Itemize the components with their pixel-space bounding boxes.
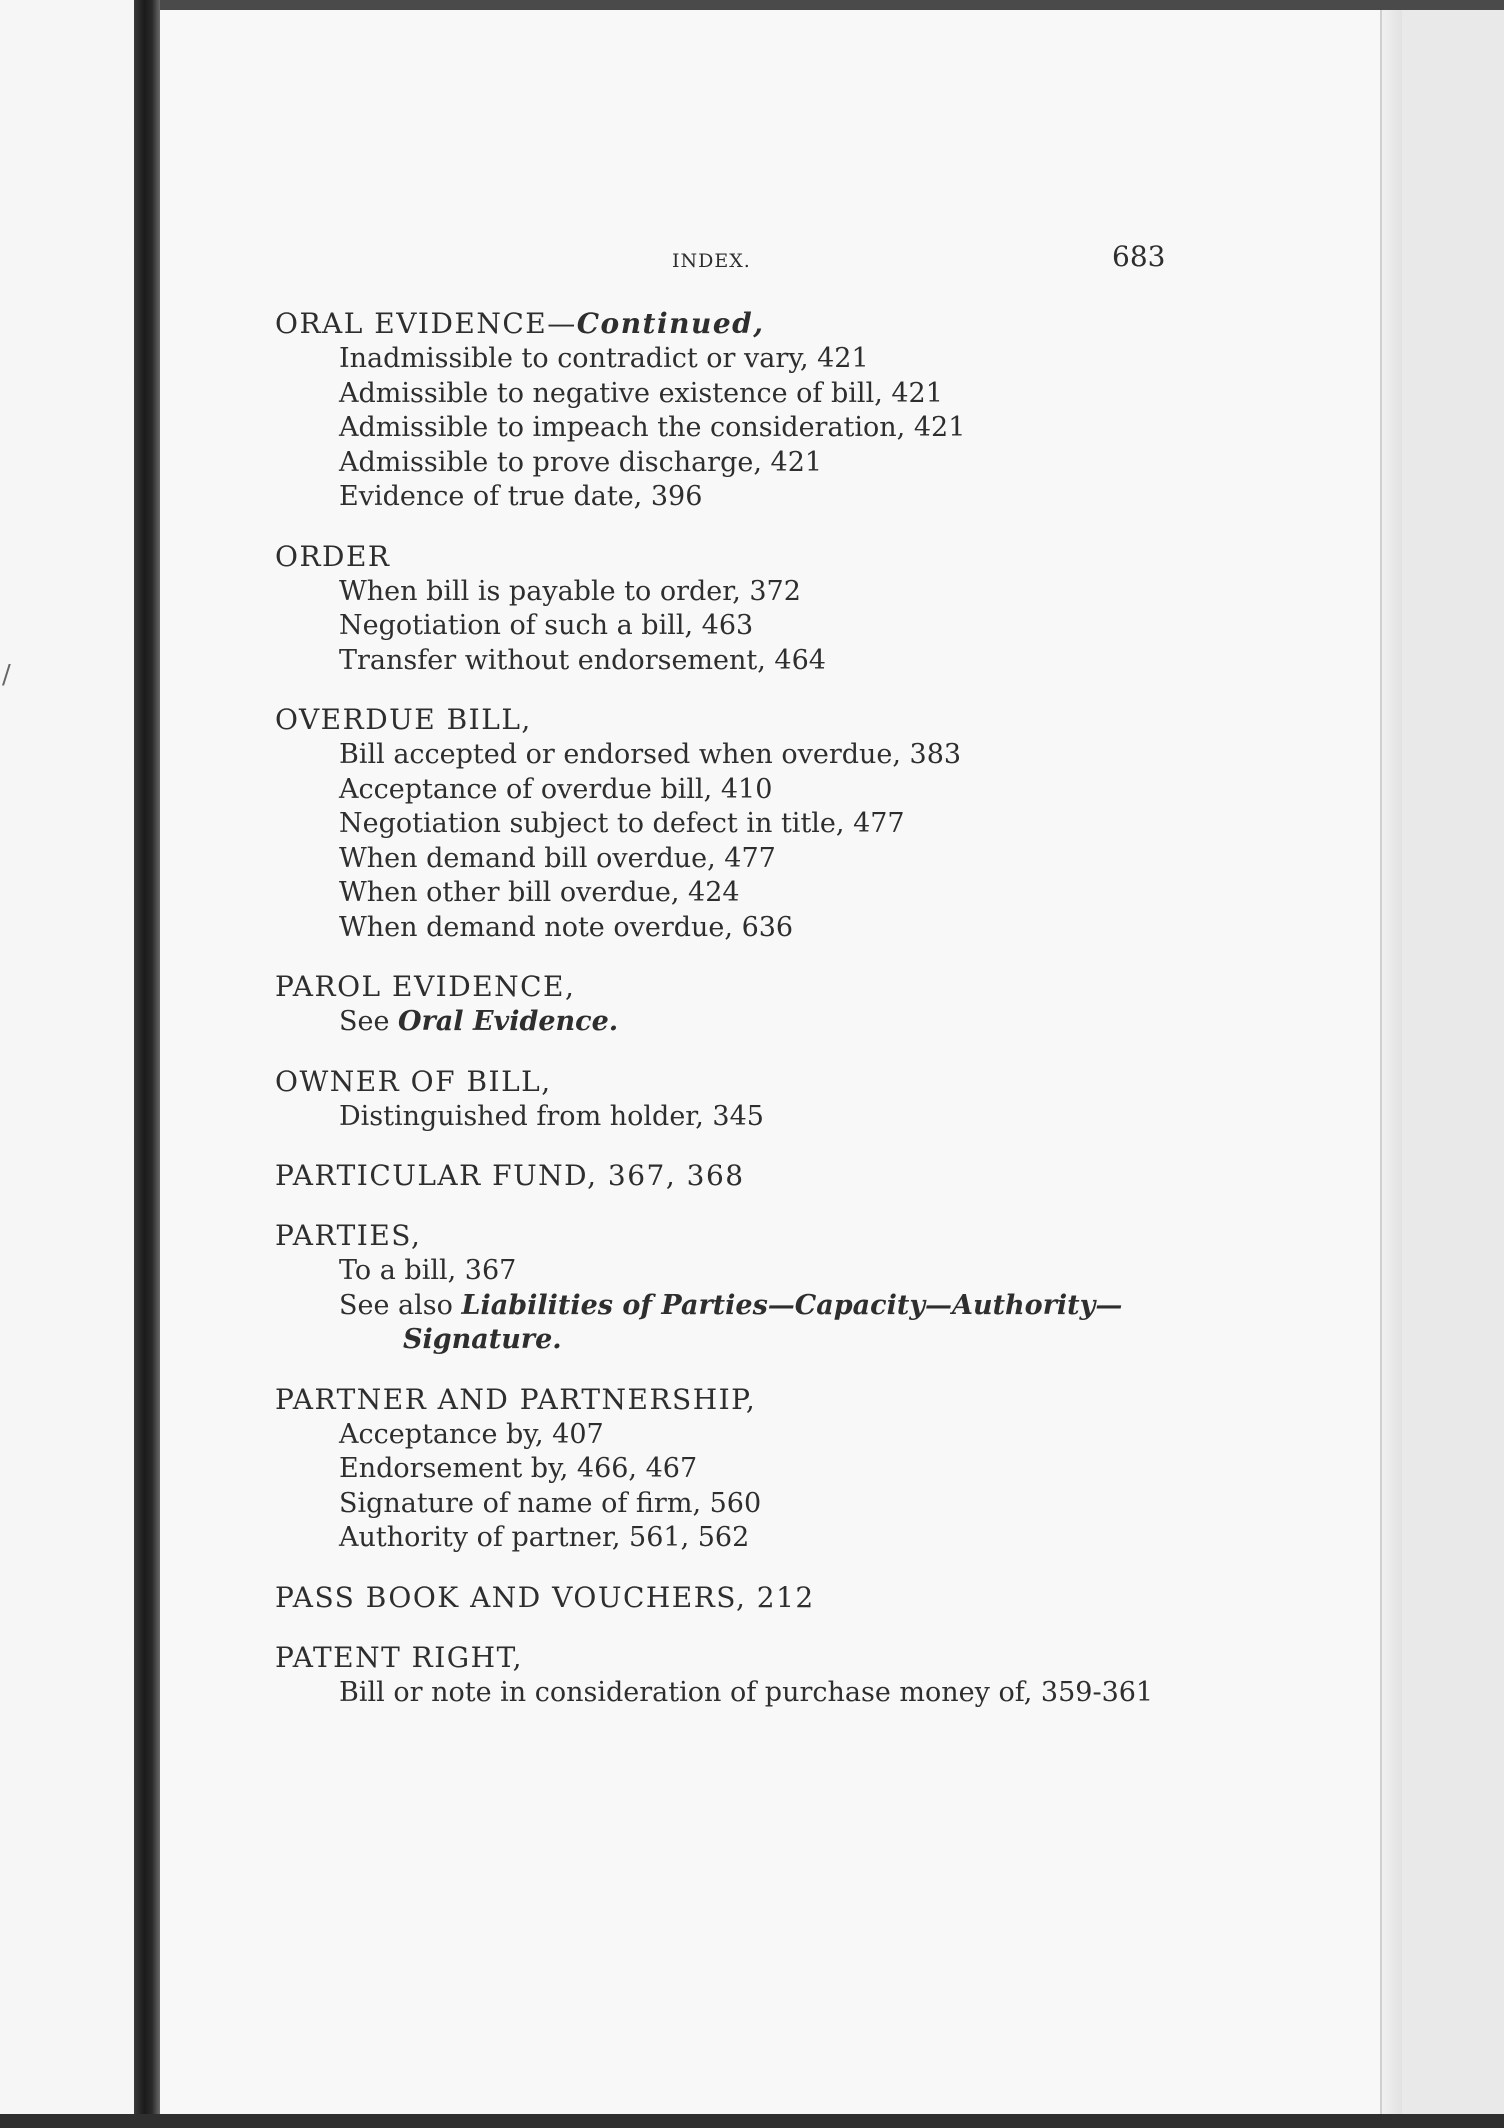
entry-heading: OVERDUE BILL, (275, 703, 532, 736)
page-edge (1380, 10, 1402, 2114)
entry-heading: PARTICULAR FUND, 367, 368 (275, 1159, 745, 1192)
page-number: 683 (1112, 240, 1166, 273)
facing-page-edge (0, 0, 140, 2128)
index-entry (275, 1218, 1215, 1358)
sub-entry: Admissible to impeach the consideration, 421 (339, 412, 966, 443)
index-entry (275, 702, 1215, 945)
entry-heading: PASS BOOK AND VOUCHERS, 212 (275, 1580, 815, 1614)
scan-mark: / (2, 660, 11, 690)
entry-heading: PATENT RIGHT, (275, 1640, 524, 1674)
sub-entry: When demand bill overdue, 477 (339, 842, 776, 874)
see-also-text: See also (339, 1289, 462, 1321)
sub-entry: Bill accepted or endorsed when overdue, 383 (339, 739, 962, 770)
sub-entry: Negotiation subject to defect in title, 477 (339, 808, 905, 839)
sub-entry: Acceptance of overdue bill, 410 (339, 773, 773, 805)
sub-entry (275, 1289, 1215, 1358)
entry-heading: PAROL EVIDENCE, (275, 970, 576, 1003)
index-entry (275, 539, 1215, 679)
sub-entry: Admissible to negative existence of bill, 421 (339, 377, 943, 409)
sub-entry: Acceptance by, 407 (339, 1418, 604, 1450)
sub-entry: Negotiation of such a bill, 463 (339, 610, 754, 641)
heading-text: ORAL EVIDENCE— (275, 307, 577, 340)
index-list (275, 306, 1215, 1734)
cross-reference: Liabilities of Parties—Capacity—Authority—Signature. (403, 1289, 1123, 1355)
entry-heading: PARTIES, (275, 1219, 422, 1252)
sub-entry: Distinguished from holder, 345 (339, 1100, 764, 1132)
sub-entry: Admissible to prove discharge, 421 (339, 446, 823, 478)
sub-entry: When bill is payable to order, 372 (339, 575, 801, 607)
entry-heading: ORDER (275, 539, 391, 573)
see-text: See (339, 1006, 399, 1037)
scan-border-top (160, 0, 1504, 10)
sub-entry: To a bill, 367 (339, 1255, 517, 1286)
index-entry (275, 1064, 1215, 1135)
cross-reference: Oral Evidence. (398, 1006, 619, 1037)
index-entry (275, 1382, 1215, 1556)
entry-heading (275, 306, 1215, 342)
sub-entry: When demand note overdue, 636 (339, 911, 794, 943)
heading-continued: Continued, (576, 307, 765, 340)
scan-border-bottom (0, 2114, 1504, 2128)
entry-heading: PARTNER AND PARTNERSHIP, (275, 1382, 757, 1416)
sub-entry: Endorsement by, 466, 467 (339, 1453, 698, 1484)
index-entry (275, 306, 1215, 515)
sub-entry: Inadmissible to contradict or vary, 421 (339, 343, 869, 374)
index-entry (275, 1158, 1215, 1194)
sub-entry: Signature of name of firm, 560 (339, 1487, 762, 1519)
sub-entry: Authority of partner, 561, 562 (339, 1522, 750, 1553)
entry-heading: OWNER OF BILL, (275, 1064, 552, 1098)
sub-entry: Transfer without endorsement, 464 (339, 644, 826, 676)
index-entry (275, 1580, 1215, 1616)
index-entry (275, 1640, 1215, 1711)
sub-entry: When other bill overdue, 424 (339, 877, 740, 908)
running-head: INDEX. (672, 250, 751, 272)
sub-entry: Bill or note in consideration of purchase money of, 359-361 (339, 1676, 1154, 1708)
book-gutter (134, 0, 160, 2128)
sub-entry (275, 1005, 1215, 1040)
sub-entry: Evidence of true date, 396 (339, 481, 703, 512)
index-entry (275, 969, 1215, 1040)
